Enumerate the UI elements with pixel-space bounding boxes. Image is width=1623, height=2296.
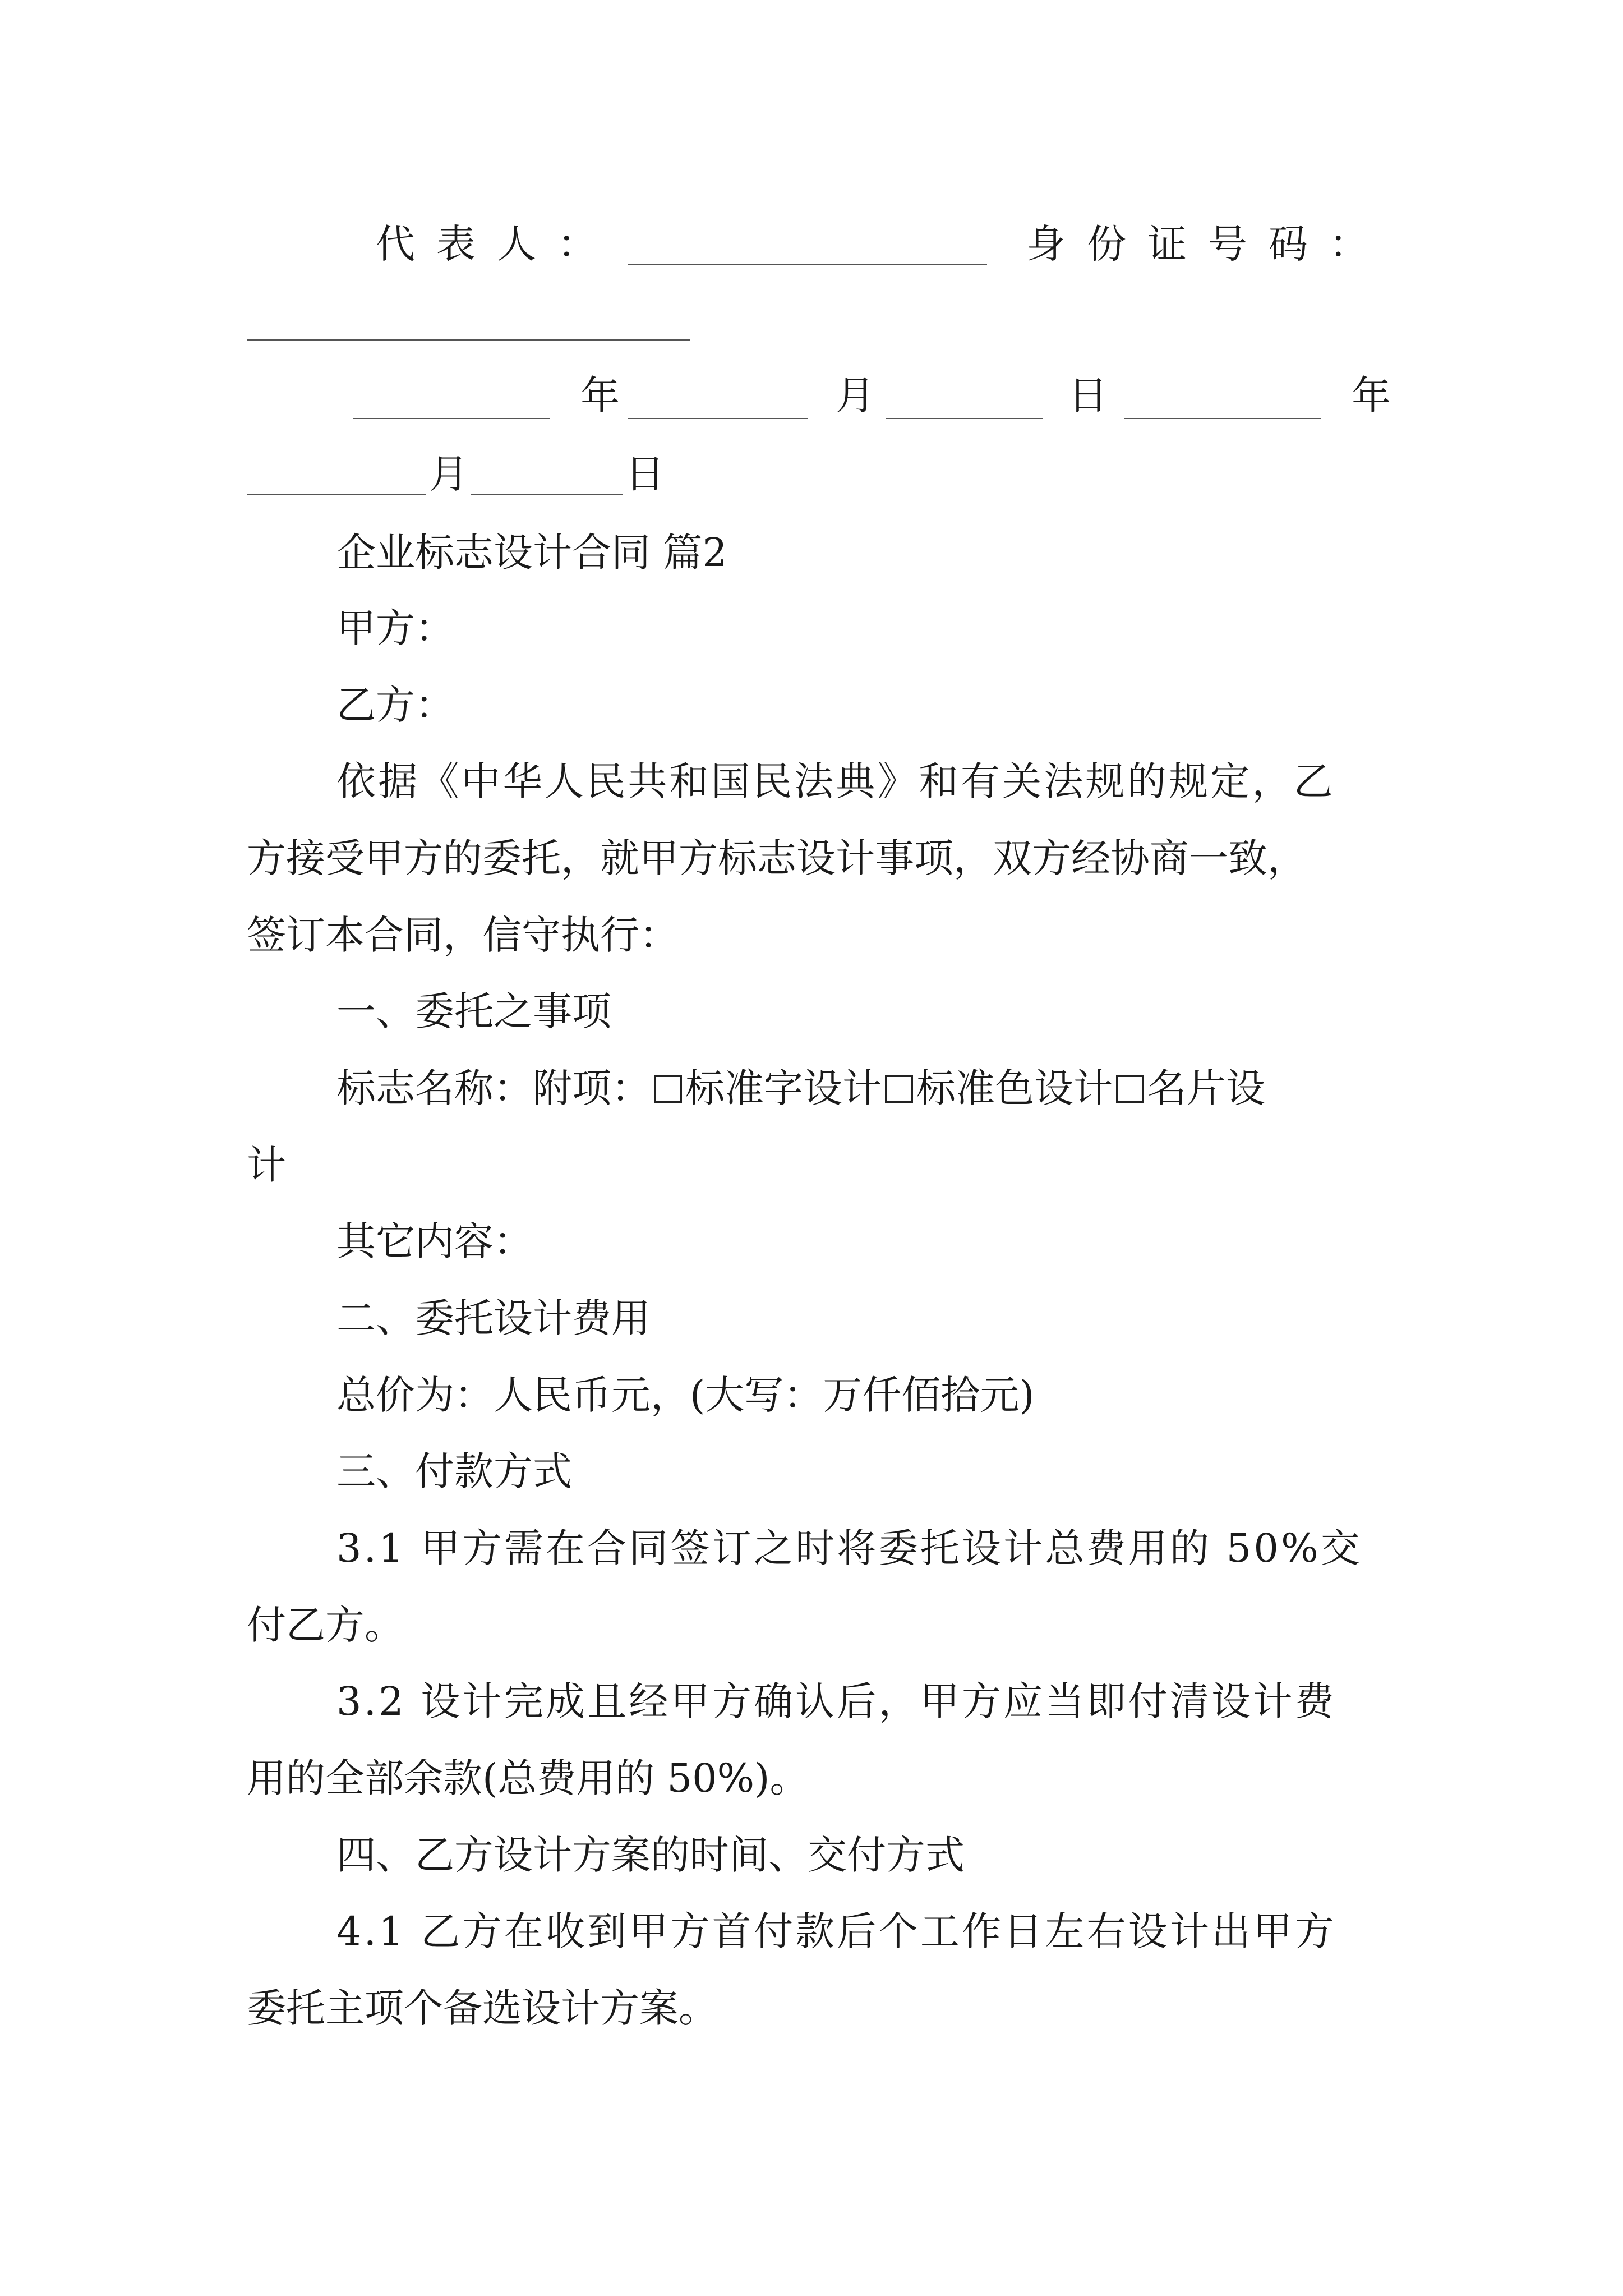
- checkbox-standard-font[interactable]: [654, 1075, 682, 1103]
- intro-line-3: 签订本合同，信守执行：: [247, 912, 679, 958]
- clause-3-1-line-1: 3.1 甲方需在合同签订之时将委托设计总费用的 50%交: [336, 1525, 1363, 1571]
- option-business-card: 名片设: [1147, 1065, 1265, 1111]
- clause-2-title: 二、委托设计费用: [336, 1295, 651, 1341]
- checkbox-standard-color[interactable]: [885, 1075, 913, 1103]
- checkbox-business-card[interactable]: [1116, 1075, 1144, 1103]
- month-blank-2: [247, 494, 426, 495]
- option-standard-font: 标准字设计: [685, 1065, 882, 1111]
- day-label-2: 日: [625, 451, 665, 497]
- day-label-1: 日: [1068, 372, 1108, 418]
- representative-blank: [628, 264, 987, 265]
- total-price-line: 总价为：人民币元，(大写：万仟佰拾元): [336, 1372, 1035, 1418]
- year-label-2: 年: [1352, 372, 1391, 418]
- intro-line-1: 依据《中华人民共和国民法典》和有关法规的规定，乙: [336, 758, 1335, 804]
- month-label-1: 月: [836, 372, 875, 418]
- clause-4-1-line-1: 4.1 乙方在收到甲方首付款后个工作日左右设计出甲方: [336, 1908, 1336, 1954]
- year-label-1: 年: [580, 372, 620, 418]
- representative-label: 代表人：: [376, 221, 618, 267]
- party-a-label: 甲方：: [336, 605, 454, 651]
- logo-options-continuation: 计: [247, 1142, 286, 1188]
- option-standard-color: 标准色设计: [916, 1065, 1113, 1111]
- section-title: 企业标志设计合同 篇2: [336, 530, 727, 576]
- year-blank-2: [1124, 418, 1321, 419]
- clause-1-title: 一、委托之事项: [336, 988, 611, 1034]
- logo-options-line: [336, 1065, 1265, 1111]
- day-blank-1: [886, 418, 1043, 419]
- clause-4-1-line-2: 委托主项个备选设计方案。: [247, 1985, 718, 2031]
- clause-3-2-line-2: 用的全部余款(总费用的 50%)。: [247, 1755, 809, 1801]
- day-blank-2: [471, 494, 623, 495]
- intro-line-2: 方接受甲方的委托，就甲方标志设计事项，双方经协商一致，: [247, 835, 1307, 881]
- clause-3-title: 三、付款方式: [336, 1448, 572, 1494]
- month-blank-1: [628, 418, 808, 419]
- logo-options-prefix: 标志名称：附项：: [336, 1065, 651, 1111]
- id-number-blank: [247, 339, 690, 341]
- month-label-2: 月: [429, 451, 468, 497]
- id-number-label: 身份证号码：: [1026, 221, 1390, 267]
- clause-3-1-line-2: 付乙方。: [247, 1602, 404, 1648]
- clause-3-2-line-1: 3.2 设计完成且经甲方确认后，甲方应当即付清设计费: [336, 1678, 1336, 1724]
- year-blank-1: [353, 418, 550, 419]
- clause-4-title: 四、乙方设计方案的时间、交付方式: [336, 1832, 965, 1878]
- party-b-label: 乙方：: [336, 682, 454, 728]
- other-content-label: 其它内容：: [336, 1218, 533, 1264]
